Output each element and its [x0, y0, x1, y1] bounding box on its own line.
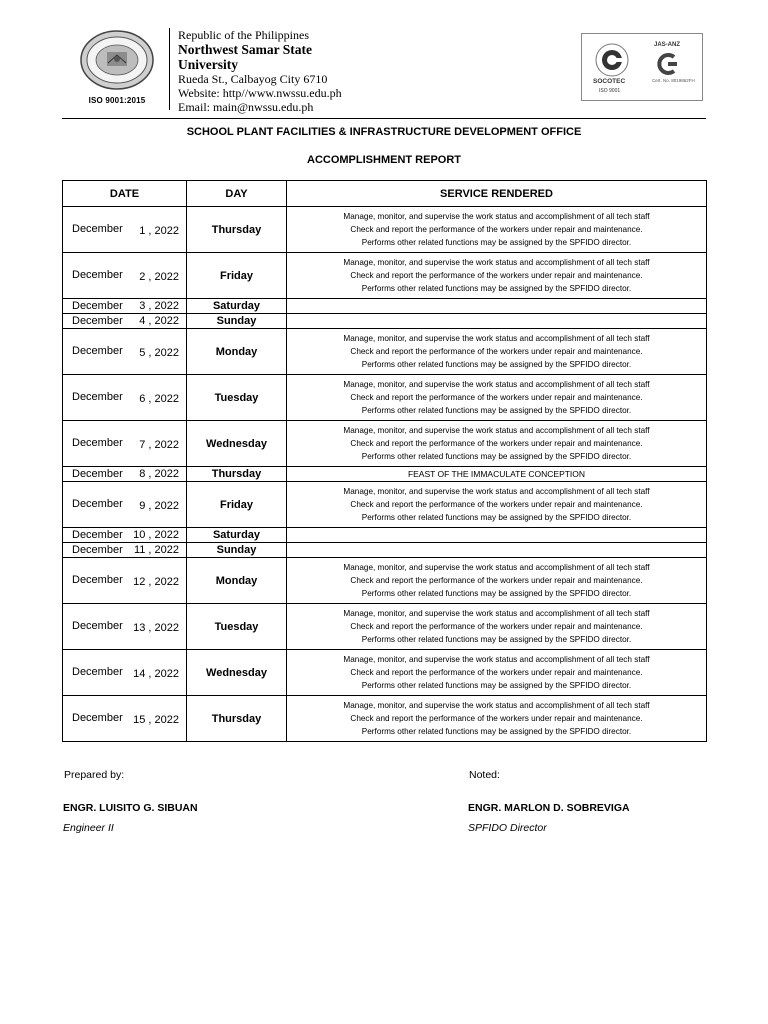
date-month: December: [72, 300, 123, 312]
university-name-line1: Northwest Samar State: [178, 42, 312, 57]
service-cell: [287, 253, 707, 299]
day-cell: Sunday: [187, 314, 287, 329]
date-month: December: [72, 468, 123, 480]
date-month: December: [72, 436, 123, 449]
service-line: Manage, monitor, and supervise the work status and accomplishment of all tech staff: [343, 655, 650, 664]
university-name-line2: University: [178, 57, 238, 72]
email-line: Email: main@nwssu.edu.ph: [178, 100, 314, 114]
service-line: Performs other related functions may be assigned by the SPFIDO director.: [361, 360, 632, 369]
service-cell: [287, 650, 707, 696]
table-row: [63, 696, 707, 742]
website-line: Website: http//www.nwssu.edu.ph: [178, 86, 342, 100]
date-month: December: [72, 222, 123, 235]
table-row: [63, 650, 707, 696]
noted-label: Noted:: [469, 769, 500, 781]
iso-certification-label: ISO 9001:2015: [88, 96, 146, 105]
date-month: December: [72, 390, 123, 403]
date-month: December: [72, 268, 123, 281]
date-month: December: [72, 619, 123, 632]
service-cell: [287, 421, 707, 467]
day-cell: Wednesday: [187, 650, 287, 696]
day-cell: Thursday: [187, 696, 287, 742]
table-header-row: [63, 181, 707, 207]
date-cell: [63, 604, 187, 650]
service-cell: [287, 604, 707, 650]
service-line: Performs other related functions may be assigned by the SPFIDO director.: [361, 589, 632, 598]
date-day-year: 7 , 2022: [139, 438, 179, 451]
service-cell: [287, 299, 707, 314]
table-row: [63, 253, 707, 299]
service-line: Performs other related functions may be assigned by the SPFIDO director.: [361, 635, 632, 644]
table-row: [63, 299, 707, 314]
date-day-year: 6 , 2022: [139, 392, 179, 405]
service-cell: [287, 329, 707, 375]
day-cell: Friday: [187, 482, 287, 528]
date-month: December: [72, 497, 123, 510]
day-cell: Monday: [187, 558, 287, 604]
accomplishment-table: [62, 180, 707, 742]
header-rule: [62, 118, 706, 119]
date-day-year: 12 , 2022: [133, 575, 179, 588]
service-line: Check and report the performance of the workers under repair and maintenance.: [350, 393, 643, 402]
date-day-year: 14 , 2022: [133, 667, 179, 680]
day-cell: Wednesday: [187, 421, 287, 467]
date-month: December: [72, 665, 123, 678]
jas-anz-logo-icon: [654, 52, 680, 76]
service-line: Manage, monitor, and supervise the work status and accomplishment of all tech staff: [343, 609, 650, 618]
date-month: December: [72, 315, 123, 327]
socotec-label: SOCOTEC: [593, 78, 626, 85]
letterhead: [0, 0, 768, 120]
service-line: Check and report the performance of the workers under repair and maintenance.: [350, 714, 643, 723]
cert-iso-label: ISO 9001: [599, 88, 621, 94]
service-line: Performs other related functions may be assigned by the SPFIDO director.: [361, 452, 632, 461]
header-divider: [169, 28, 170, 110]
date-day-year: 2 , 2022: [139, 270, 179, 283]
table-row: [63, 467, 707, 482]
date-month: December: [72, 573, 123, 586]
date-day-year: 1 , 2022: [139, 224, 179, 237]
service-line: Performs other related functions may be assigned by the SPFIDO director.: [361, 406, 632, 415]
date-cell: [63, 207, 187, 253]
date-day-year: 10 , 2022: [133, 529, 179, 541]
service-cell: [287, 467, 707, 482]
day-cell: Sunday: [187, 543, 287, 558]
table-row: [63, 543, 707, 558]
day-cell: Tuesday: [187, 375, 287, 421]
cert-number: Cert. No. 8019862FH: [652, 78, 695, 83]
prepared-by-name: ENGR. LUISITO G. SIBUAN: [63, 802, 198, 814]
date-cell: [63, 375, 187, 421]
service-line: Manage, monitor, and supervise the work status and accomplishment of all tech staff: [343, 563, 650, 572]
service-cell: [287, 482, 707, 528]
service-line: Check and report the performance of the workers under repair and maintenance.: [350, 347, 643, 356]
date-cell: [63, 421, 187, 467]
date-column-header: DATE: [63, 181, 187, 207]
service-line: Check and report the performance of the workers under repair and maintenance.: [350, 439, 643, 448]
service-cell: [287, 696, 707, 742]
date-cell: [63, 482, 187, 528]
service-line: Check and report the performance of the workers under repair and maintenance.: [350, 576, 643, 585]
date-cell: [63, 558, 187, 604]
date-day-year: 4 , 2022: [139, 315, 179, 327]
date-month: December: [72, 344, 123, 357]
table-row: [63, 329, 707, 375]
date-day-year: 13 , 2022: [133, 621, 179, 634]
date-month: December: [72, 544, 123, 556]
service-line: Manage, monitor, and supervise the work status and accomplishment of all tech staff: [343, 258, 650, 267]
day-cell: Saturday: [187, 528, 287, 543]
service-line: Manage, monitor, and supervise the work status and accomplishment of all tech staff: [343, 701, 650, 710]
date-cell: [63, 650, 187, 696]
date-day-year: 9 , 2022: [139, 499, 179, 512]
socotec-logo-icon: [594, 42, 630, 78]
day-cell: Thursday: [187, 207, 287, 253]
date-cell: [63, 543, 187, 558]
service-line: Manage, monitor, and supervise the work status and accomplishment of all tech staff: [343, 487, 650, 496]
day-cell: Saturday: [187, 299, 287, 314]
service-cell: [287, 207, 707, 253]
date-cell: [63, 467, 187, 482]
jas-anz-label: JAS-ANZ: [654, 42, 681, 48]
table-body: [63, 207, 707, 742]
date-month: December: [72, 711, 123, 724]
university-seal-icon: [80, 30, 154, 90]
date-cell: [63, 696, 187, 742]
service-line: Manage, monitor, and supervise the work status and accomplishment of all tech staff: [343, 426, 650, 435]
service-line: Performs other related functions may be assigned by the SPFIDO director.: [361, 284, 632, 293]
noted-title: SPFIDO Director: [468, 822, 547, 834]
service-line: Performs other related functions may be assigned by the SPFIDO director.: [361, 238, 632, 247]
service-line: Performs other related functions may be assigned by the SPFIDO director.: [361, 513, 632, 522]
date-day-year: 15 , 2022: [133, 713, 179, 726]
service-line: Manage, monitor, and supervise the work status and accomplishment of all tech staff: [343, 334, 650, 343]
day-column-header: DAY: [187, 181, 287, 207]
service-line: Check and report the performance of the workers under repair and maintenance.: [350, 668, 643, 677]
service-column-header: SERVICE RENDERED: [287, 181, 707, 207]
table-row: [63, 314, 707, 329]
date-cell: [63, 253, 187, 299]
date-cell: [63, 528, 187, 543]
noted-name: ENGR. MARLON D. SOBREVIGA: [468, 802, 630, 814]
office-title: SCHOOL PLANT FACILITIES & INFRASTRUCTURE DEVELOPMENT OFFICE: [186, 126, 582, 138]
date-day-year: 5 , 2022: [139, 346, 179, 359]
country-line: Republic of the Philippines: [178, 28, 309, 42]
date-day-year: 11 , 2022: [133, 544, 179, 556]
table-row: [63, 558, 707, 604]
table-row: [63, 528, 707, 543]
day-cell: Friday: [187, 253, 287, 299]
service-cell: [287, 528, 707, 543]
prepared-by-label: Prepared by:: [64, 769, 125, 781]
certification-logos: [581, 33, 703, 101]
date-cell: [63, 299, 187, 314]
day-cell: Thursday: [187, 467, 287, 482]
service-cell: [287, 558, 707, 604]
table-row: [63, 375, 707, 421]
service-line: Performs other related functions may be assigned by the SPFIDO director.: [361, 681, 632, 690]
service-line: Check and report the performance of the workers under repair and maintenance.: [350, 622, 643, 631]
date-day-year: 3 , 2022: [139, 300, 179, 312]
date-cell: [63, 329, 187, 375]
service-line: Manage, monitor, and supervise the work status and accomplishment of all tech staff: [343, 380, 650, 389]
service-line: Check and report the performance of the workers under repair and maintenance.: [350, 225, 643, 234]
table-row: [63, 482, 707, 528]
table-row: [63, 421, 707, 467]
date-cell: [63, 314, 187, 329]
service-line: Manage, monitor, and supervise the work status and accomplishment of all tech staff: [343, 212, 650, 221]
service-line: Check and report the performance of the workers under repair and maintenance.: [350, 500, 643, 509]
service-line: FEAST OF THE IMMACULATE CONCEPTION: [407, 468, 586, 479]
service-cell: [287, 543, 707, 558]
day-cell: Tuesday: [187, 604, 287, 650]
university-info: [178, 28, 438, 114]
date-day-year: 8 , 2022: [139, 468, 179, 480]
report-title: ACCOMPLISHMENT REPORT: [307, 154, 461, 166]
address-line: Rueda St., Calbayog City 6710: [178, 72, 328, 86]
date-month: December: [72, 529, 123, 541]
service-line: Check and report the performance of the workers under repair and maintenance.: [350, 271, 643, 280]
day-cell: Monday: [187, 329, 287, 375]
service-line: Performs other related functions may be assigned by the SPFIDO director.: [361, 727, 632, 736]
table-row: [63, 207, 707, 253]
prepared-by-title: Engineer II: [63, 822, 114, 834]
table-row: [63, 604, 707, 650]
service-cell: [287, 375, 707, 421]
service-cell: [287, 314, 707, 329]
